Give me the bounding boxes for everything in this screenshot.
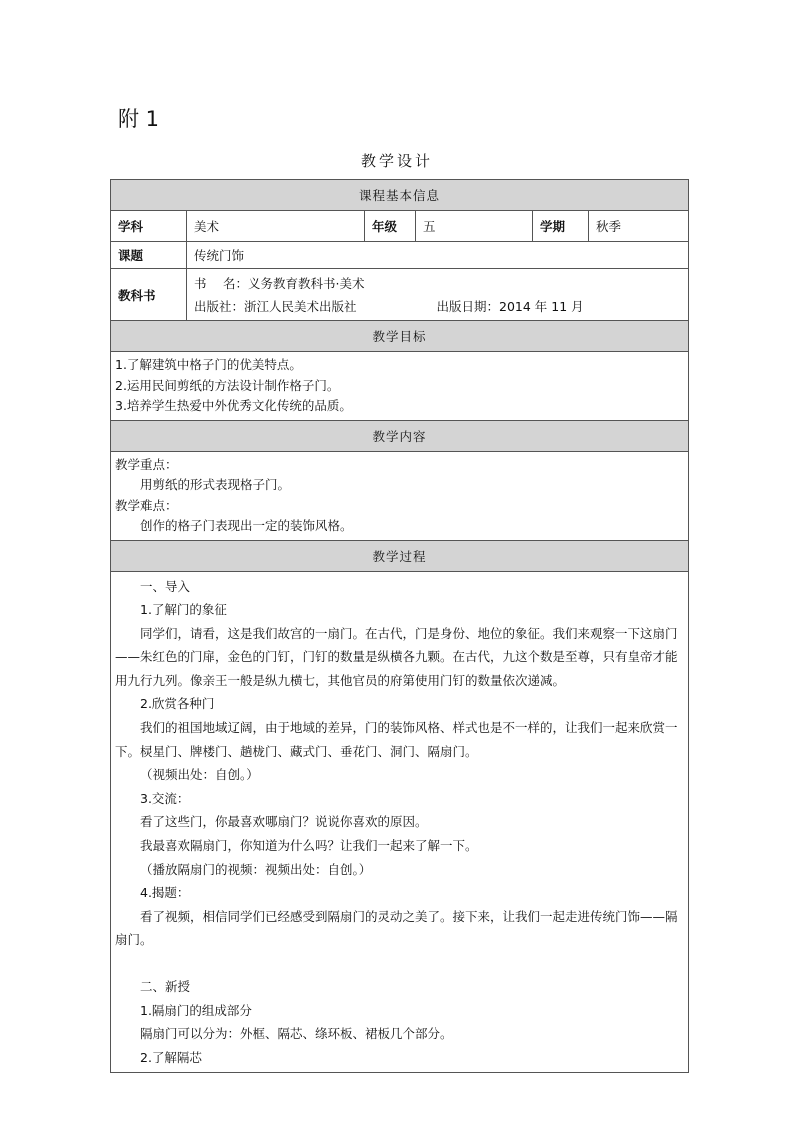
process-paragraph: 我们的祖国地域辽阔，由于地域的差异，门的装饰风格、样式也是不一样的，让我们一起来欣赏一下。棂星门、牌楼门、趟栊门、藏式门、垂花门、洞门、隔扇门。 bbox=[115, 720, 678, 759]
process-header: 教学过程 bbox=[111, 540, 689, 571]
process-paragraph: 看了视频，相信同学们已经感受到隔扇门的灵动之美了。接下来，让我们一起走进传统门饰——隔扇门。 bbox=[115, 908, 678, 948]
key-point-label: 教学重点： bbox=[115, 456, 178, 472]
term-value: 秋季 bbox=[589, 211, 689, 242]
document-title: 教学设计 bbox=[360, 152, 433, 170]
basic-info-header: 课程基本信息 bbox=[111, 180, 689, 211]
key-point-text: 用剪纸的形式表现格子门。 bbox=[140, 477, 291, 492]
topic-label: 课题 bbox=[111, 242, 187, 269]
process-heading: 一、导入 bbox=[140, 578, 191, 594]
grade-label: 年级 bbox=[365, 211, 416, 242]
process-subheading: 1.了解门的象征 bbox=[140, 602, 227, 618]
goal-item: 3.培养学生热爱中外优秀文化传统的品质。 bbox=[115, 398, 352, 413]
goal-item: 2.运用民间剪纸的方法设计制作格子门。 bbox=[115, 377, 340, 393]
content-block bbox=[111, 451, 689, 540]
publish-date: 出版日期：2014 年 11 月 bbox=[436, 298, 584, 314]
content-header: 教学内容 bbox=[111, 420, 689, 451]
book-name: 书 名：义务教育教科书·美术 bbox=[194, 275, 365, 291]
textbook-info bbox=[187, 269, 689, 321]
process-paragraph: 同学们，请看，这是我们故宫的一扇门。在古代，门是身份、地位的象征。我们来观察一下这扇门——朱红色的门扉，金色的门钉，门钉的数量是纵横各九颗。在古代，九这个数是至尊，只有皇帝才能用九行九列。像亲王一般是纵九横七，其他官员的府第使用门钉的数量依次递减。 bbox=[115, 625, 678, 688]
difficult-point-label: 教学难点： bbox=[115, 497, 178, 513]
section-header-goals bbox=[111, 321, 689, 352]
process-paragraph: 看了这些门，你最喜欢哪扇门？说说你喜欢的原因。 bbox=[140, 814, 428, 830]
process-block bbox=[111, 571, 689, 1073]
section-header-content bbox=[111, 420, 689, 451]
process-subheading: 1.隔扇门的组成部分 bbox=[140, 1002, 252, 1018]
goals-header: 教学目标 bbox=[111, 321, 689, 352]
section-header-basic-info bbox=[111, 180, 689, 211]
process-note: （视频出处：自创。） bbox=[140, 767, 259, 783]
subject-label: 学科 bbox=[111, 211, 187, 242]
publisher-line bbox=[194, 295, 681, 318]
lesson-plan-table bbox=[110, 179, 689, 1073]
process-subheading: 2.了解隔芯 bbox=[140, 1049, 202, 1065]
process-paragraph: 隔扇门可以分为：外框、隔芯、绦环板、裙板几个部分。 bbox=[140, 1026, 453, 1042]
goal-item: 1.了解建筑中格子门的优美特点。 bbox=[115, 357, 302, 372]
term-label: 学期 bbox=[533, 211, 589, 242]
process-subheading: 4.揭题： bbox=[140, 885, 190, 901]
topic-value: 传统门饰 bbox=[187, 242, 689, 269]
textbook-label: 教科书 bbox=[111, 269, 187, 321]
process-subheading: 3.交流： bbox=[140, 790, 190, 806]
grade-value: 五 bbox=[416, 211, 533, 242]
difficult-point-text: 创作的格子门表现出一定的装饰风格。 bbox=[140, 518, 353, 533]
section-header-process bbox=[111, 540, 689, 571]
appendix-label: 附 1 bbox=[118, 107, 160, 131]
subject-value: 美术 bbox=[187, 211, 365, 242]
process-note: （播放隔扇门的视频：视频出处：自创。） bbox=[140, 861, 372, 877]
process-heading: 二、新授 bbox=[140, 979, 191, 994]
process-paragraph: 我最喜欢隔扇门，你知道为什么吗？让我们一起来了解一下。 bbox=[140, 838, 478, 854]
process-subheading: 2.欣赏各种门 bbox=[140, 696, 215, 712]
publisher: 出版社：浙江人民美术出版社 bbox=[194, 298, 357, 314]
goals-list bbox=[111, 352, 689, 421]
